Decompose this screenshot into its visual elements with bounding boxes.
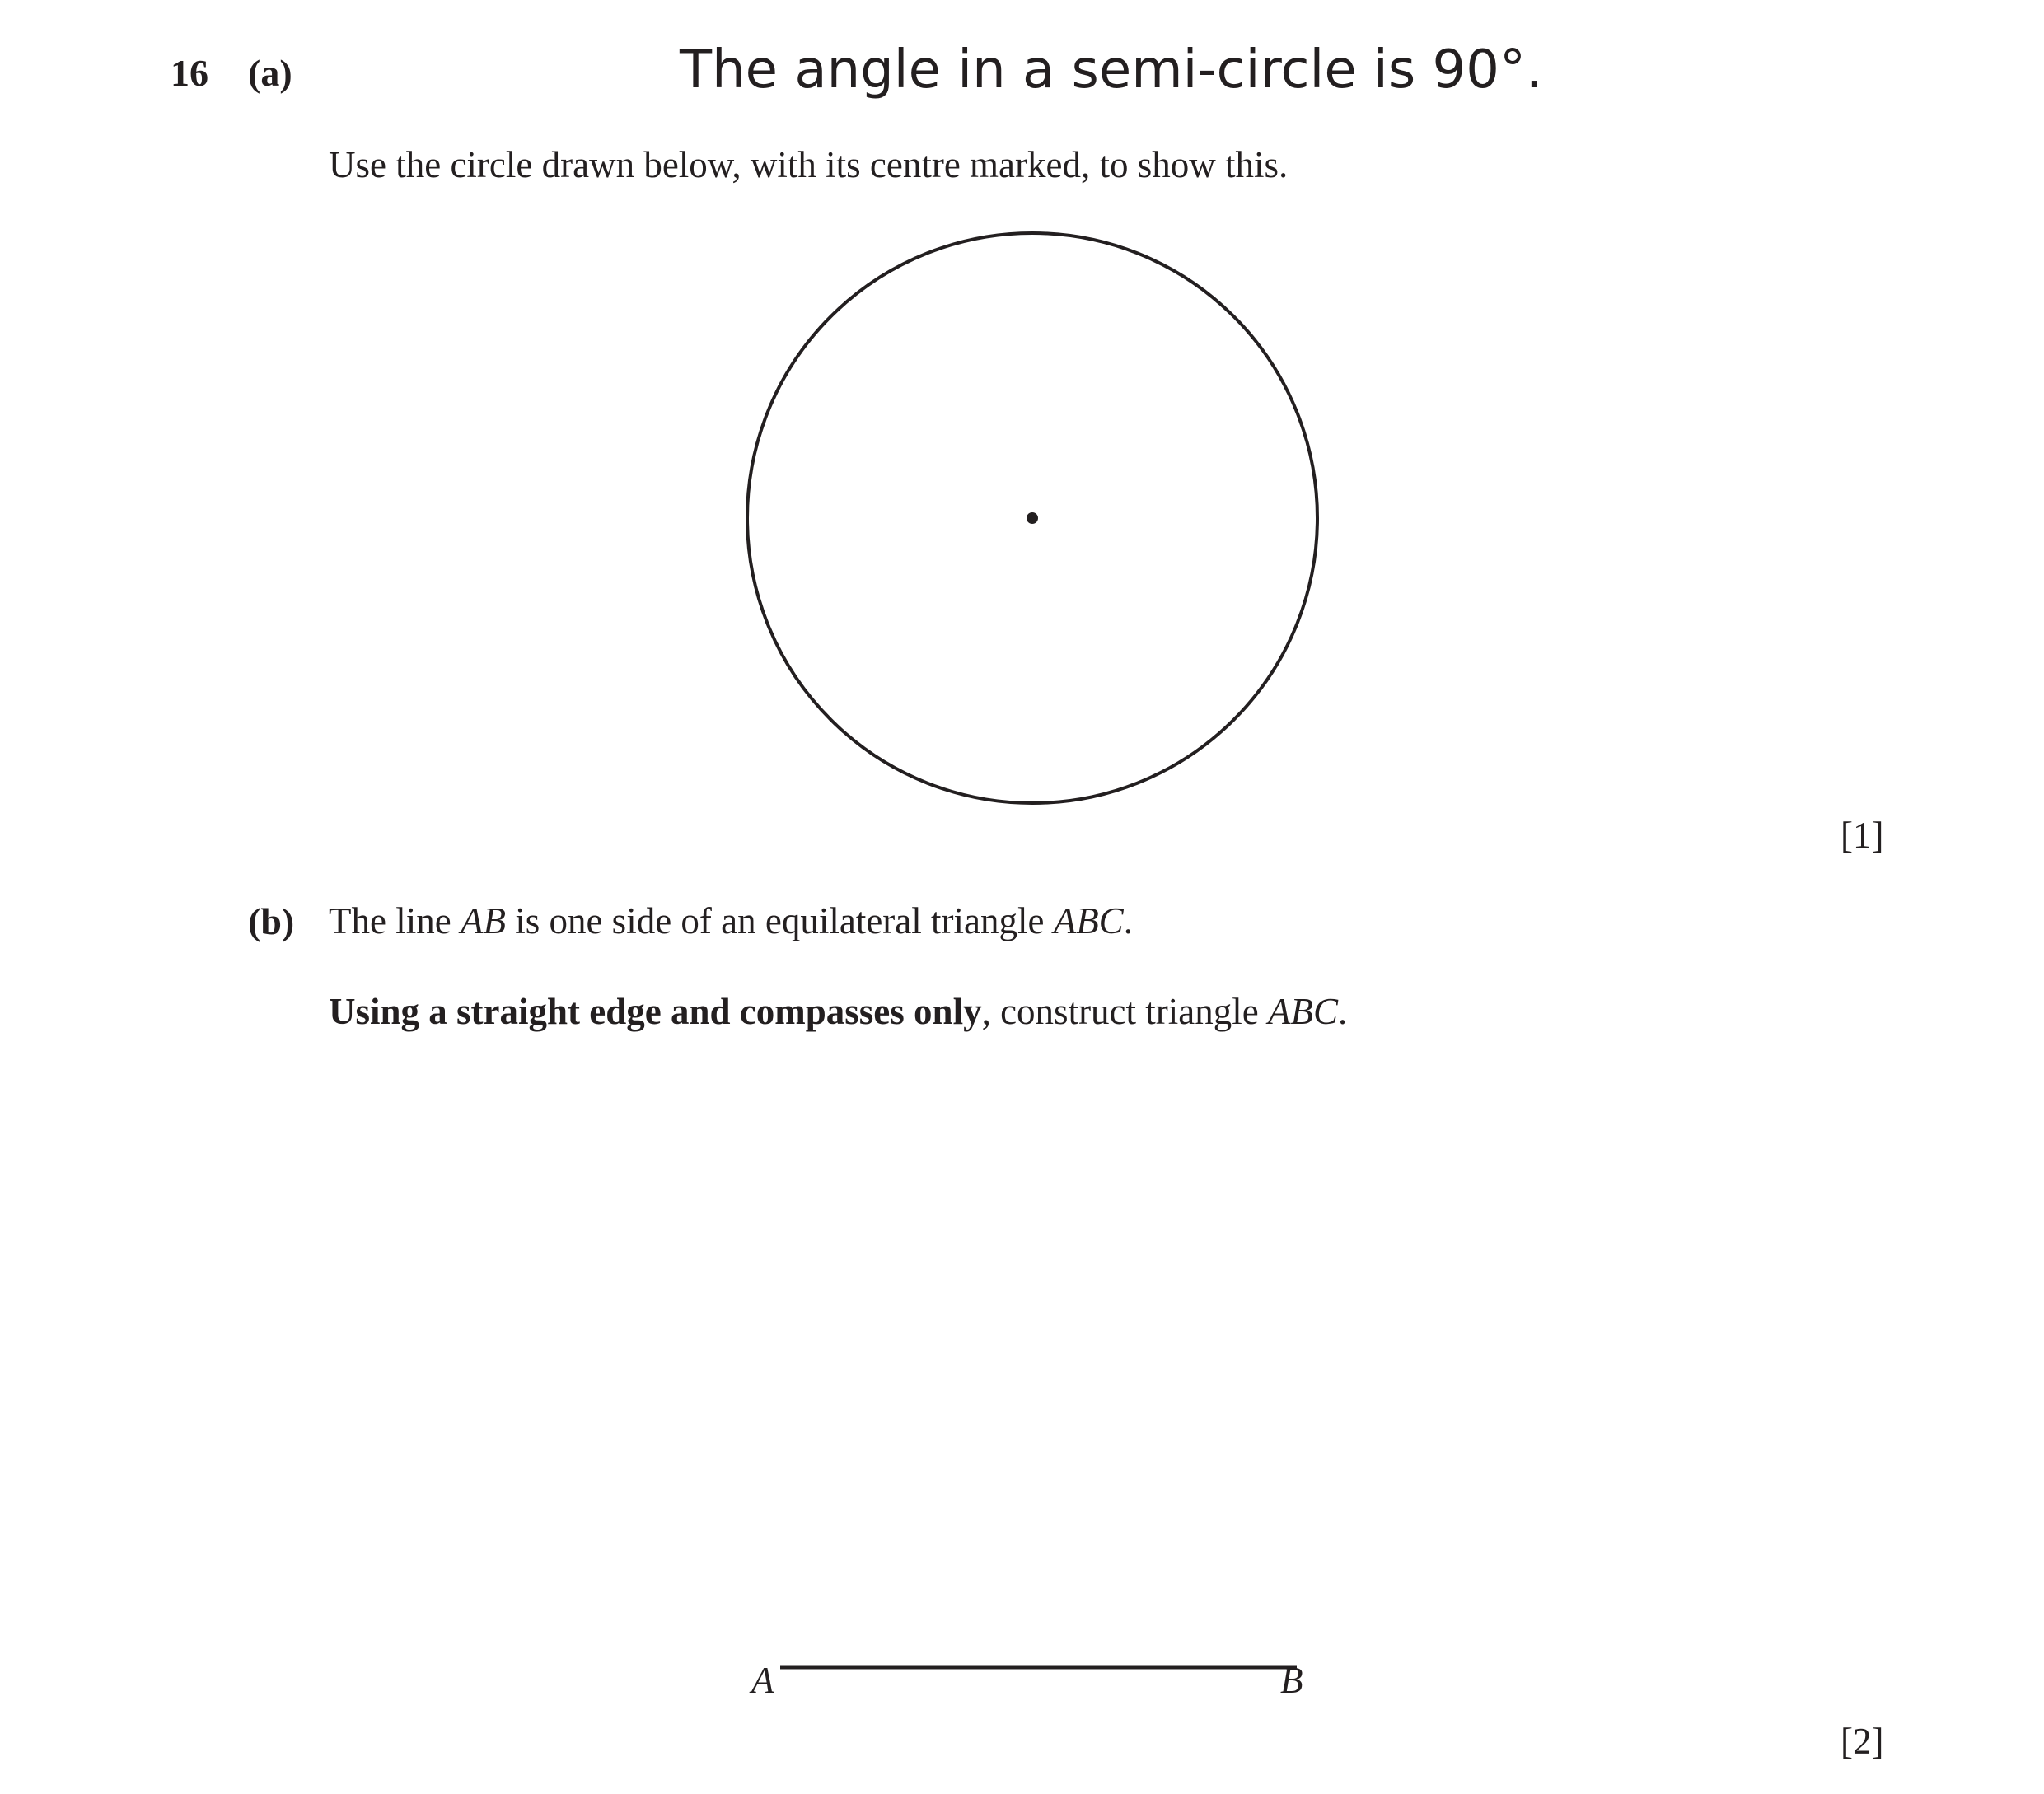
part-b-sentence bbox=[329, 899, 1133, 942]
sentence-text-1: The line bbox=[329, 900, 461, 941]
part-a-label: (a) bbox=[248, 52, 292, 94]
segment-name: AB bbox=[460, 900, 506, 941]
sentence-text-2: is one side of an equilateral triangle bbox=[505, 900, 1054, 941]
part-a-statement: The angle in a semi-circle is 90°. bbox=[680, 40, 1543, 100]
part-b-instruction bbox=[329, 990, 1347, 1033]
instruction-text-1: , construct triangle bbox=[981, 991, 1268, 1032]
part-a-marks: [1] bbox=[1841, 815, 1884, 856]
triangle-name: ABC bbox=[1053, 900, 1124, 941]
part-a-instruction: Use the circle drawn below, with its centre marked, to show this. bbox=[329, 144, 1289, 185]
part-b-marks: [2] bbox=[1841, 1721, 1884, 1762]
point-b-label: B bbox=[1280, 1660, 1303, 1701]
circle-centre-dot bbox=[1027, 512, 1038, 524]
sentence-text-3: . bbox=[1123, 900, 1133, 941]
question-number: 16 bbox=[171, 52, 208, 94]
instruction-triangle-name: ABC bbox=[1267, 991, 1338, 1032]
instruction-emphasis: Using a straight edge and compasses only bbox=[329, 991, 982, 1032]
instruction-text-2: . bbox=[1337, 991, 1348, 1032]
part-b-label: (b) bbox=[248, 900, 295, 942]
point-a-label: A bbox=[751, 1660, 774, 1701]
